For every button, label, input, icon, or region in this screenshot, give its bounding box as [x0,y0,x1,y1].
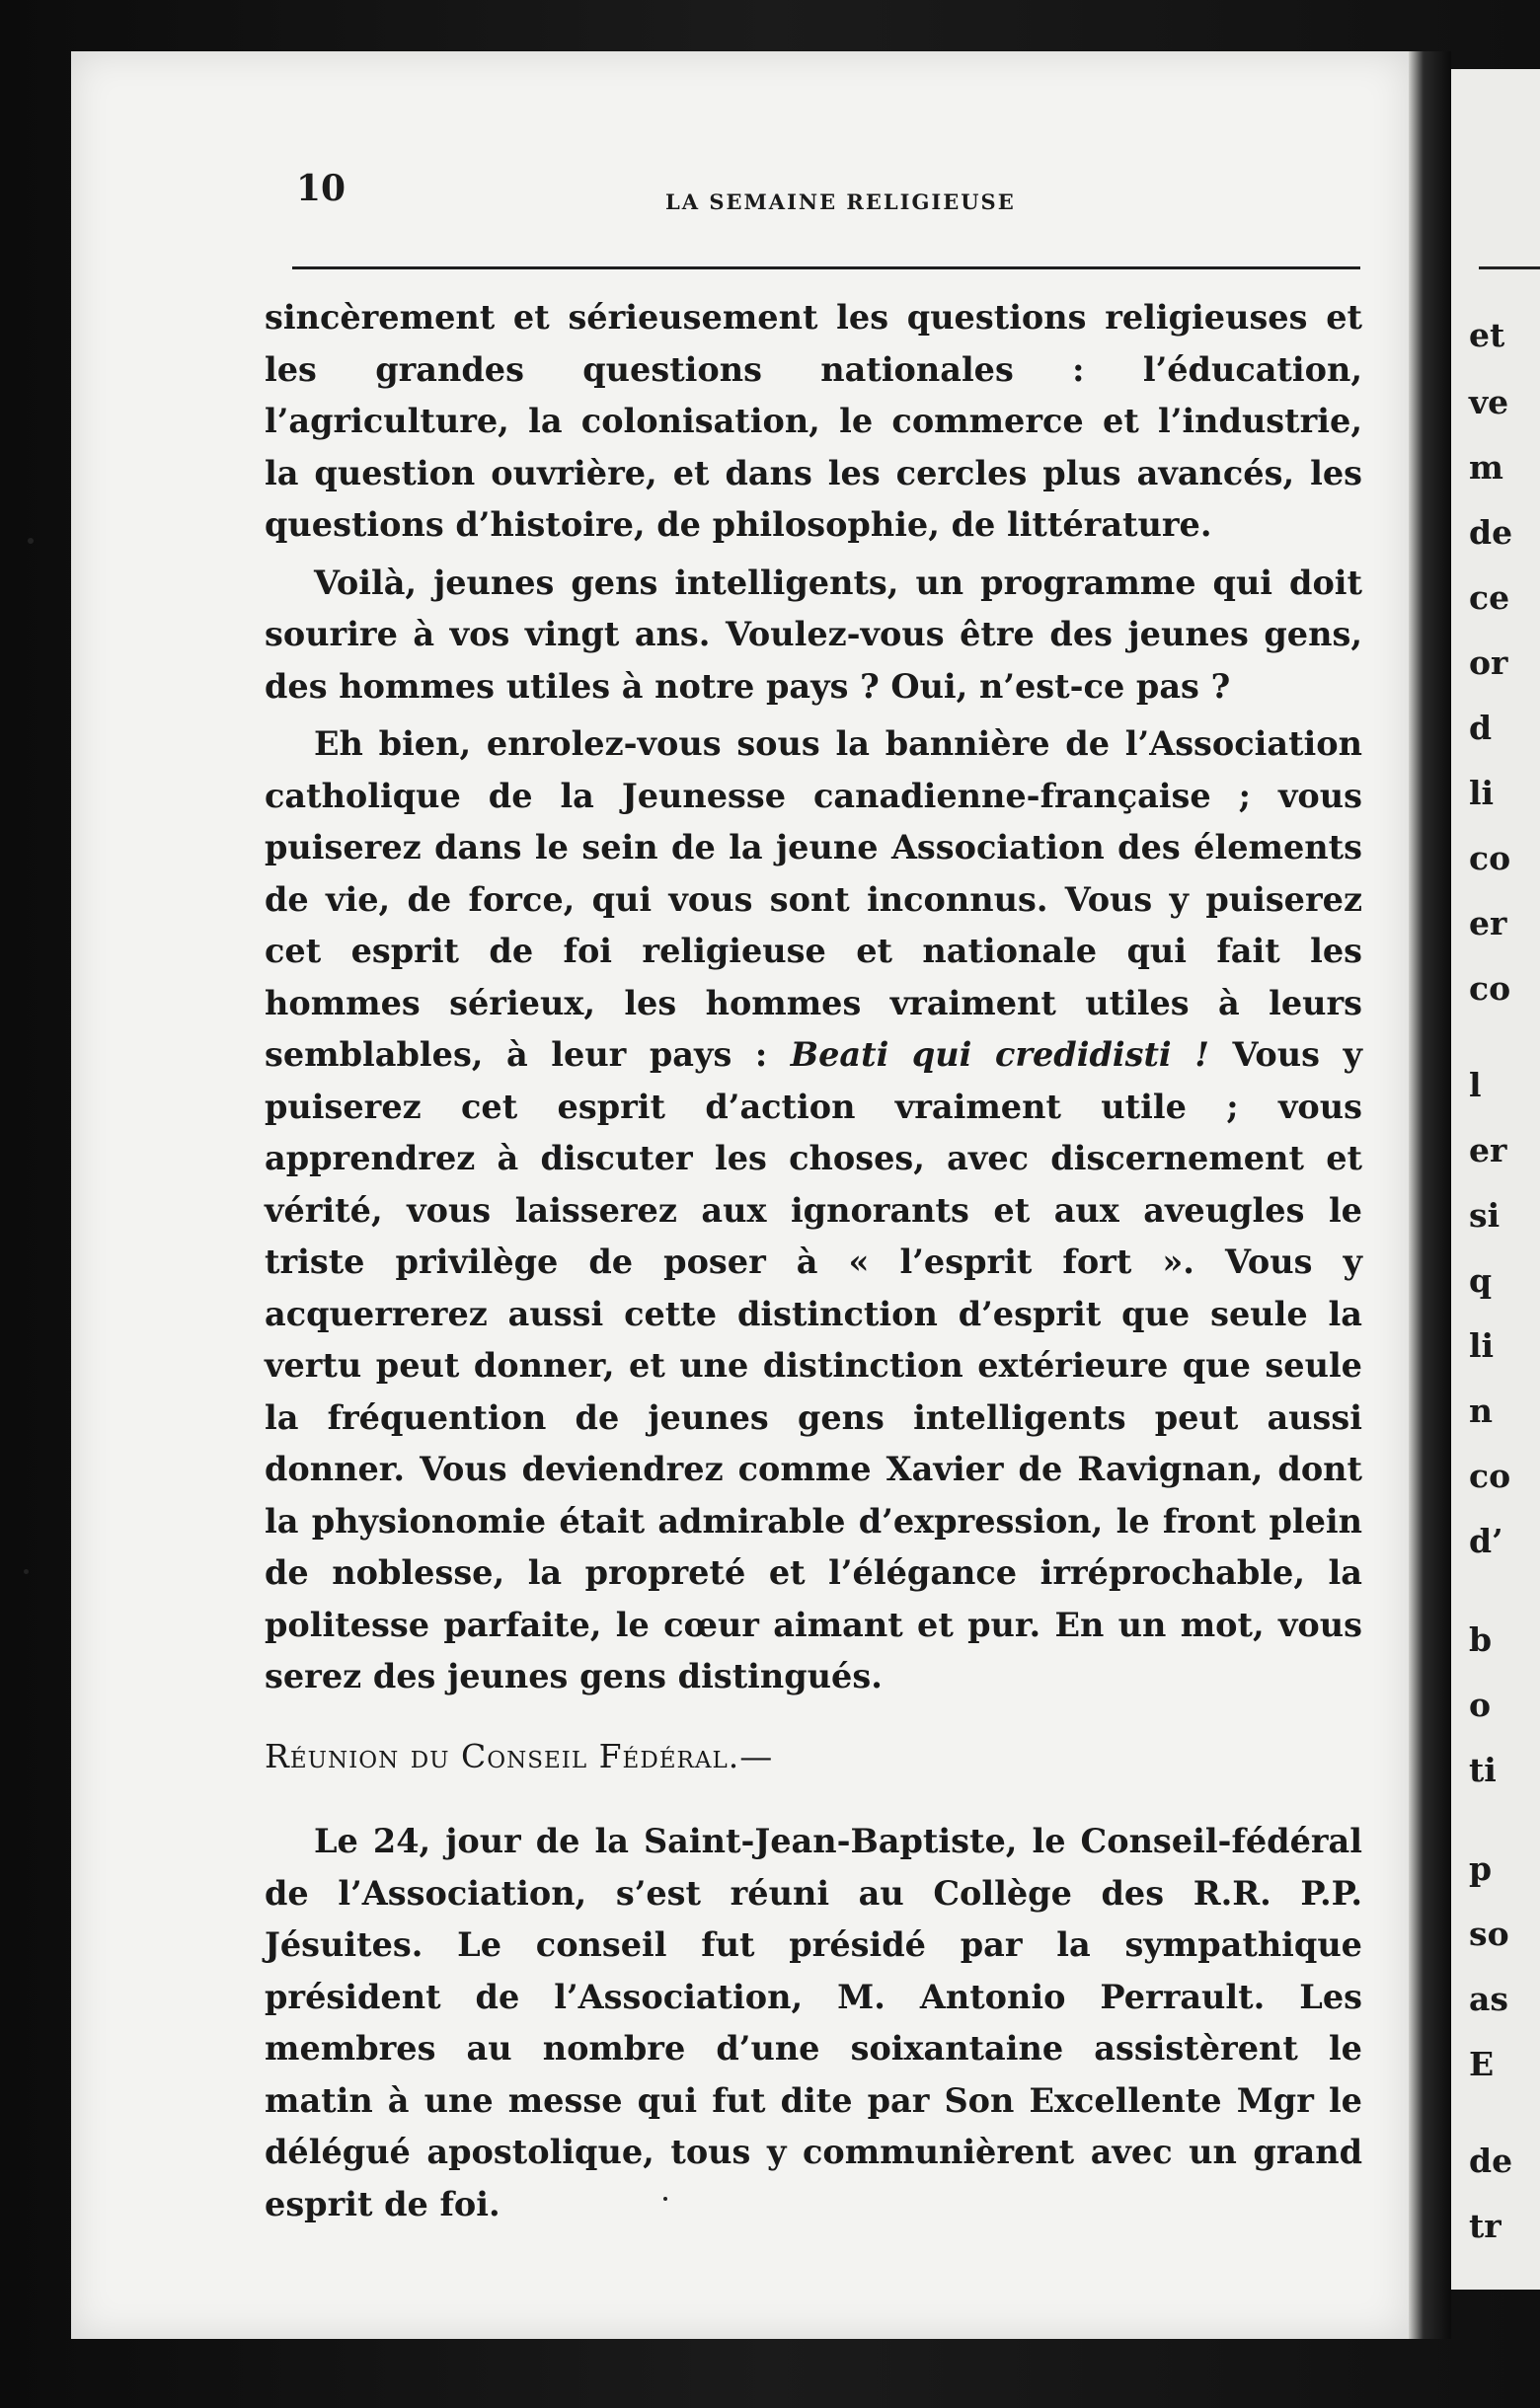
next-page-fragment: d [1469,709,1493,747]
next-page-fragment: de [1469,2142,1513,2180]
paragraph: Voilà, jeunes gens intelligents, un programme qui doit sourire à vos vingt ans. Voulez-vous être des jeunes gens, des hommes utiles à notre pays ? Oui, n’est-ce pas ? [265,563,1362,706]
next-page-fragment: er [1469,904,1507,942]
next-page-fragment: l [1469,1066,1482,1104]
next-page-edge [1451,69,1540,2290]
next-page-fragment: so [1469,1915,1509,1953]
scan-speck [663,2197,667,2201]
body-text [265,292,1362,2230]
next-page-fragment: n [1469,1392,1493,1430]
paragraph: Le 24, jour de la Saint-Jean-Baptiste, le Conseil-fédéral de l’Association, s’est réuni au Collège des R.R. P.P. Jésuites. Le conseil fut présidé par la sympathique président de l’Association, M. Antonio Perrault. Les membres au nombre d’une soixantaine assistèrent le matin à une messe qui fut dite par Son Excellente Mgr le délégué apostolique, tous y communièrent avec un grand esprit de foi. [265,1822,1362,2223]
next-page-fragment: p [1469,1849,1493,1888]
next-page-fragment: o [1469,1686,1492,1724]
next-page-fragment: tr [1469,2207,1502,2245]
paragraph [265,718,1362,1703]
next-page-fragment: co [1469,969,1511,1008]
next-page-fragment: er [1469,1131,1507,1169]
next-page-fragment: ce [1469,578,1510,617]
next-page-header-rule [1479,266,1540,269]
header-rule [292,266,1360,269]
scan-speck [24,1569,29,1574]
next-page-fragment: b [1469,1620,1493,1659]
paragraph-text: Vous y puiserez cet esprit d’action vraiment utile ; vous apprendrez à discuter les choses, avec discernement et vérité, vous laisserez aux ignorants et aux aveugles le triste privilège de poser à « l’esprit fort ». Vous y acquerrerez aussi cette distinction d’esprit que seule la vertu peut donner, et une distinction extérieure que seule la fréquention de jeunes gens intelligents peut aussi donner. Vous deviendrez comme Xavier de Ravignan, dont la physionomie était admirable d’expression, le front plein de noblesse, la propreté et l’élégance irréprochable, la politesse parfaite, le cœur aimant et pur. En un mot, vous serez des jeunes gens distingués. [265,1035,1362,1695]
book-spine [1409,51,1451,2339]
next-page-fragment: co [1469,1457,1511,1495]
next-page-fragment: co [1469,839,1511,877]
next-page-fragment: li [1469,774,1495,812]
next-page-fragment: m [1469,448,1503,487]
page-header [229,156,1360,215]
scan-speck [28,538,34,544]
running-title: LA SEMAINE RELIGIEUSE [665,189,1016,214]
next-page-fragment: de [1469,513,1513,552]
next-page-fragment: or [1469,643,1508,682]
next-page-fragment: ve [1469,383,1509,421]
paragraph-text: Eh bien, enrolez-vous sous la bannière de l’Association catholique de la Jeunesse canadienne-française ; vous puiserez dans le sein de la jeune Association des élements de vie, de force, qui vous sont inconnus. Vous y puiserez cet esprit de foi religieuse et nationale qui fait les hommes sérieux, les hommes vraiment utiles à leurs semblables, à leur pays : [265,724,1362,1074]
next-page-fragment: q [1469,1261,1493,1300]
next-page-fragment: E [1469,2045,1495,2083]
next-page-fragment: et [1469,316,1505,354]
next-page-fragment: as [1469,1980,1508,2018]
next-page-fragment: ti [1469,1751,1497,1789]
latin-quote: Beati qui credidisti ! [790,1035,1209,1074]
next-page-fragment: si [1469,1196,1501,1235]
paragraph-continuation: sincèrement et sérieusement les questions religieuses et les grandes questions nationales : l’éducation, l’agriculture, la colonisation, le commerce et l’industrie, la question ouvrière, et dans les cercles plus avancés, les questions d’histoire, de philosophie, de littérature. [265,298,1362,544]
section-heading: Réunion du Conseil Fédéral.— [265,1736,774,1775]
next-page-fragment: li [1469,1326,1495,1365]
next-page-fragment: d’ [1469,1522,1503,1560]
page-number: 10 [296,168,346,209]
